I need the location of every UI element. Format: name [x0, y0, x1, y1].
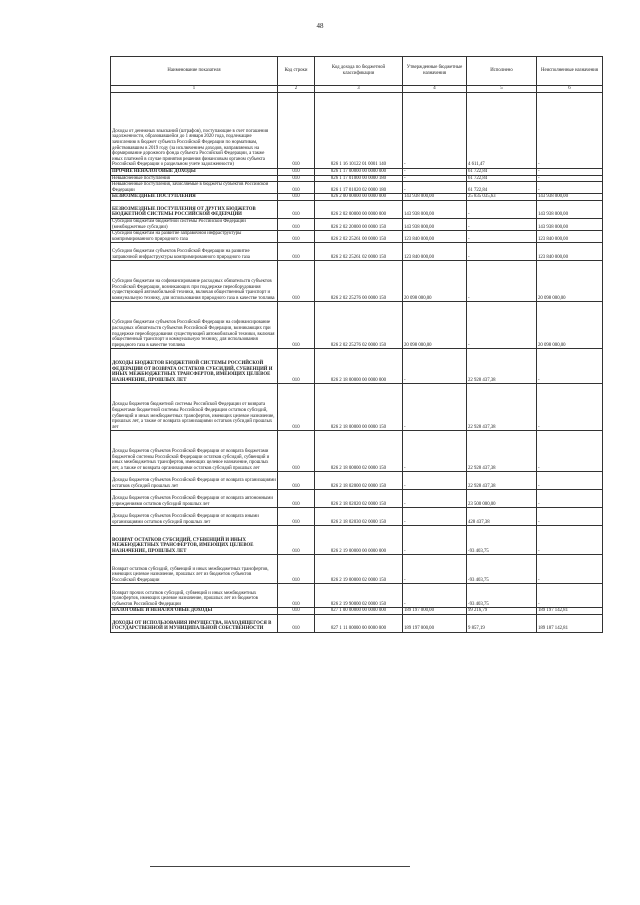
name-cell: БЕЗВОЗМЕЗДНЫЕ ПОСТУПЛЕНИЯ ОТ ДРУГИХ БЮДЖЕТОВ БЮДЖЕТНОЙ СИСТЕМЫ РОССИЙСКОЙ ФЕДЕРАЦИИ [111, 200, 278, 218]
unexecuted-cell: - [537, 490, 603, 508]
header-kbk: Код дохода по бюджетной классификации [315, 57, 403, 86]
unexecuted-cell: 143 938 000,00 [537, 194, 603, 201]
code-cell: 010 [278, 555, 315, 584]
approved-cell: 189 197 000,00 [403, 608, 467, 615]
unexecuted-cell: 189 197 142,81 [537, 608, 603, 615]
table-row [111, 584, 603, 608]
approved-cell: - [403, 584, 467, 608]
approved-cell: 123 840 000,00 [403, 243, 467, 261]
executed-cell: 61 722,84 [467, 182, 537, 194]
name-cell: Доходы бюджетов субъектов Российской Федерации от возврата иными организациями остатков субсидий прошлых лет [111, 508, 278, 526]
unexecuted-cell: - [537, 175, 603, 182]
table-row [111, 472, 603, 490]
approved-cell: 189 197 000,00 [403, 614, 467, 632]
executed-cell: - [467, 261, 537, 302]
approved-cell: - [403, 182, 467, 194]
table-row [111, 93, 603, 169]
unexecuted-cell: - [537, 472, 603, 490]
approved-cell: - [403, 508, 467, 526]
unexecuted-cell: - [537, 169, 603, 176]
approved-cell: 20 098 000,00 [403, 302, 467, 349]
name-cell: Субсидии бюджетам субъектов Российской Федерации на развитие заправочной инфраструктуры компримированного природного газа [111, 243, 278, 261]
table-row [111, 384, 603, 431]
kbk-cell: 826 2 02 25276 02 0000 150 [315, 302, 403, 349]
unexecuted-cell: 143 938 000,00 [537, 200, 603, 218]
approved-cell: 143 938 000,00 [403, 218, 467, 230]
table-row [111, 182, 603, 194]
table-row [111, 175, 603, 182]
name-cell: Субсидии бюджетам на софинансирование расходных обязательств субъектов Российской Федерации, возникающих при поддержке переоборудования существующей автомобильной техники, включая общественный транспорт и коммунальную технику, для использования природного газа в качестве топлива [111, 261, 278, 302]
kbk-cell: 826 1 17 00000 00 0000 000 [315, 169, 403, 176]
unexecuted-cell: - [537, 431, 603, 472]
kbk-cell: 826 2 18 00000 00 0000 000 [315, 349, 403, 384]
column-number: 5 [467, 86, 537, 93]
kbk-cell: 826 2 18 02000 02 0000 150 [315, 472, 403, 490]
table-row [111, 200, 603, 218]
header-executed: Исполнено [467, 57, 537, 86]
kbk-cell: 826 1 17 01000 00 0000 180 [315, 175, 403, 182]
code-cell: 010 [278, 608, 315, 615]
code-cell: 010 [278, 200, 315, 218]
approved-cell: 143 938 000,00 [403, 200, 467, 218]
unexecuted-cell: - [537, 584, 603, 608]
code-cell: 010 [278, 472, 315, 490]
unexecuted-cell: - [537, 182, 603, 194]
table-row [111, 508, 603, 526]
executed-cell: 99 216,79 [467, 608, 537, 615]
code-cell: 010 [278, 175, 315, 182]
executed-cell: - [467, 302, 537, 349]
approved-cell: 143 938 000,00 [403, 194, 467, 201]
code-cell: 010 [278, 302, 315, 349]
executed-cell: - [467, 243, 537, 261]
kbk-cell: 826 2 18 02030 02 0000 150 [315, 508, 403, 526]
unexecuted-cell: 143 938 000,00 [537, 218, 603, 230]
code-cell: 010 [278, 243, 315, 261]
header-row [111, 57, 603, 86]
approved-cell: - [403, 349, 467, 384]
executed-cell: 23 500 000,00 [467, 490, 537, 508]
kbk-cell: 826 2 02 25261 02 0000 150 [315, 243, 403, 261]
table-row [111, 614, 603, 632]
column-number: 2 [278, 86, 315, 93]
code-cell: 010 [278, 584, 315, 608]
unexecuted-cell: 123 840 000,00 [537, 231, 603, 243]
column-numbers-row [111, 86, 603, 93]
unexecuted-cell: - [537, 93, 603, 169]
code-cell: 010 [278, 349, 315, 384]
approved-cell: - [403, 93, 467, 169]
executed-cell: -93 403,75 [467, 584, 537, 608]
name-cell: ДОХОДЫ БЮДЖЕТОВ БЮДЖЕТНОЙ СИСТЕМЫ РОССИЙСКОЙ ФЕДЕРАЦИИ ОТ ВОЗВРАТА ОСТАТКОВ СУБСИДИЙ, СУБВЕНЦИЙ И ИНЫХ МЕЖБЮДЖЕТНЫХ ТРАНСФЕРТОВ, ИМЕЮЩИХ ЦЕЛЕВОЕ НАЗНАЧЕНИЕ, ПРОШЛЫХ ЛЕТ [111, 349, 278, 384]
page-number: 48 [316, 22, 324, 30]
revenue-table [110, 56, 603, 633]
table-row [111, 431, 603, 472]
unexecuted-cell: - [537, 349, 603, 384]
kbk-cell: 826 2 19 00000 00 0000 000 [315, 526, 403, 555]
kbk-cell: 826 2 18 00000 00 0000 150 [315, 384, 403, 431]
table-row [111, 169, 603, 176]
code-cell: 010 [278, 526, 315, 555]
kbk-cell: 826 2 02 00000 00 0000 000 [315, 200, 403, 218]
table-row [111, 555, 603, 584]
table-row [111, 261, 603, 302]
kbk-cell: 826 2 02 20000 00 0000 150 [315, 218, 403, 230]
name-cell: БЕЗВОЗМЕЗДНЫЕ ПОСТУПЛЕНИЯ [111, 194, 278, 201]
column-number: 4 [403, 86, 467, 93]
executed-cell: - [467, 231, 537, 243]
unexecuted-cell: 189 187 142,81 [537, 614, 603, 632]
table-row [111, 349, 603, 384]
table-row [111, 218, 603, 230]
kbk-cell: 826 2 02 25261 00 0000 150 [315, 231, 403, 243]
name-cell: Возврат остатков субсидий, субвенций и иных межбюджетных трансфертов, имеющих целевое назначение, прошлых лет из бюджетов субъектов Российской Федерации [111, 555, 278, 584]
code-cell: 010 [278, 169, 315, 176]
table-row [111, 194, 603, 201]
code-cell: 010 [278, 508, 315, 526]
code-cell: 010 [278, 218, 315, 230]
header-unexecuted: Неисполненные назначения [537, 57, 603, 86]
executed-cell: 9 857,19 [467, 614, 537, 632]
code-cell: 010 [278, 490, 315, 508]
code-cell: 010 [278, 182, 315, 194]
kbk-cell: 826 2 18 02020 02 0000 150 [315, 490, 403, 508]
approved-cell: - [403, 526, 467, 555]
name-cell: Доходы от денежных взысканий (штрафов), поступающие в счет погашения задолженности, образовавшейся до 1 января 2020 года, подлежащие зачислению в бюджет субъекта Российской Федерации по нормативам, действовавшим в 2019 году (за исключением доходов, направляемых на формирование дорожного фонда субъекта Российской Федерации, а также иных платежей в случае принятия решения финансовым органом субъекта Российской Федерации о раздельном учете задолженности) [111, 93, 278, 169]
name-cell: Возврат прочих остатков субсидий, субвенций и иных межбюджетных трансфертов, имеющих целевое назначение, прошлых лет из бюджетов субъектов Российской Федерации [111, 584, 278, 608]
executed-cell: 25 835 035,63 [467, 194, 537, 201]
header-code: Код строки [278, 57, 315, 86]
table-row [111, 243, 603, 261]
unexecuted-cell: - [537, 508, 603, 526]
code-cell: 010 [278, 614, 315, 632]
executed-cell: -93 403,75 [467, 555, 537, 584]
name-cell: Невыясненные поступления [111, 175, 278, 182]
unexecuted-cell: 123 840 000,00 [537, 243, 603, 261]
code-cell: 010 [278, 231, 315, 243]
approved-cell: - [403, 384, 467, 431]
table-row [111, 231, 603, 243]
kbk-cell: 826 2 19 00000 02 0000 150 [315, 555, 403, 584]
executed-cell: 428 437,38 [467, 508, 537, 526]
column-number: 1 [111, 86, 278, 93]
code-cell: 010 [278, 431, 315, 472]
table-row [111, 490, 603, 508]
approved-cell: - [403, 169, 467, 176]
executed-cell: 61 722,84 [467, 169, 537, 176]
approved-cell: - [403, 431, 467, 472]
unexecuted-cell: 20 098 000,00 [537, 302, 603, 349]
code-cell: 010 [278, 93, 315, 169]
approved-cell: - [403, 555, 467, 584]
name-cell: Доходы бюджетов субъектов Российской Федерации от возврата автономными учреждениями остатков субсидий прошлых лет [111, 490, 278, 508]
column-number: 6 [537, 86, 603, 93]
approved-cell: - [403, 490, 467, 508]
executed-cell: 22 928 437,38 [467, 431, 537, 472]
kbk-cell: 826 2 02 25276 00 0000 150 [315, 261, 403, 302]
executed-cell: -93 403,75 [467, 526, 537, 555]
kbk-cell: 826 2 00 00000 00 0000 000 [315, 194, 403, 201]
table-row [111, 302, 603, 349]
executed-cell: 22 928 437,38 [467, 472, 537, 490]
kbk-cell: 827 1 00 00000 00 0000 000 [315, 608, 403, 615]
column-number: 3 [315, 86, 403, 93]
unexecuted-cell: - [537, 526, 603, 555]
executed-cell: 61 722,84 [467, 175, 537, 182]
code-cell: 010 [278, 261, 315, 302]
unexecuted-cell: 20 098 000,00 [537, 261, 603, 302]
kbk-cell: 826 2 19 90000 02 0000 150 [315, 584, 403, 608]
header-name: Наименование показателя [111, 57, 278, 86]
kbk-cell: 827 1 11 00000 00 0000 000 [315, 614, 403, 632]
executed-cell: 22 928 437,38 [467, 349, 537, 384]
approved-cell: 20 098 000,00 [403, 261, 467, 302]
executed-cell: - [467, 200, 537, 218]
kbk-cell: 826 1 16 10122 01 0001 140 [315, 93, 403, 169]
code-cell: 010 [278, 384, 315, 431]
unexecuted-cell: - [537, 384, 603, 431]
name-cell: Субсидии бюджетам бюджетной системы Российской Федерации (межбюджетные субсидии) [111, 218, 278, 230]
name-cell: ДОХОДЫ ОТ ИСПОЛЬЗОВАНИЯ ИМУЩЕСТВА, НАХОДЯЩЕГОСЯ В ГОСУДАРСТВЕННОЙ И МУНИЦИПАЛЬНОЙ СОБСТВЕННОСТИ [111, 614, 278, 632]
name-cell: Невыясненные поступления, зачисляемые в бюджеты субъектов Российской Федерации [111, 182, 278, 194]
executed-cell: 22 928 437,38 [467, 384, 537, 431]
code-cell: 010 [278, 194, 315, 201]
bottom-divider [150, 866, 410, 867]
approved-cell: - [403, 175, 467, 182]
name-cell: Субсидии бюджетам субъектов Российской Федерации на софинансирование расходных обязательств субъектов Российской Федерации, возникающих при поддержке переоборудования существующей автомобильной техники, включая общественный транспорт и коммунальную технику, для использования природного газа в качестве топлива [111, 302, 278, 349]
unexecuted-cell: - [537, 555, 603, 584]
name-cell: Доходы бюджетов субъектов Российской Федерации от возврата организациями остатков субсидий прошлых лет [111, 472, 278, 490]
table-row [111, 526, 603, 555]
approved-cell: - [403, 472, 467, 490]
kbk-cell: 826 1 17 01020 02 0000 180 [315, 182, 403, 194]
name-cell: ВОЗВРАТ ОСТАТКОВ СУБСИДИЙ, СУБВЕНЦИЙ И ИНЫХ МЕЖБЮДЖЕТНЫХ ТРАНСФЕРТОВ, ИМЕЮЩИХ ЦЕЛЕВОЕ НАЗНАЧЕНИЕ, ПРОШЛЫХ ЛЕТ [111, 526, 278, 555]
name-cell: Доходы бюджетов бюджетной системы Российской Федерации от возврата бюджетами бюджетной системы Российской Федерации остатков субсидий, субвенций и иных межбюджетных трансфертов, имеющих целевое назначение, прошлых лет, а также от возврата организациями остатков субсидий прошлых лет [111, 384, 278, 431]
kbk-cell: 826 2 18 00000 02 0000 150 [315, 431, 403, 472]
name-cell: Доходы бюджетов субъектов Российской Федерации от возврата бюджетами бюджетной системы Российской Федерации остатков субсидий, субвенций и иных межбюджетных трансфертов, имеющих целевое назначение, прошлых лет, а также от возврата организациями остатков субсидий прошлых лет [111, 431, 278, 472]
approved-cell: 123 840 000,00 [403, 231, 467, 243]
name-cell: Субсидии бюджетам на развитие заправочной инфраструктуры компримированного природного газа [111, 231, 278, 243]
table-row [111, 608, 603, 615]
header-approved: Утвержденные бюджетные назначения [403, 57, 467, 86]
name-cell: ПРОЧИЕ НЕНАЛОГОВЫЕ ДОХОДЫ [111, 169, 278, 176]
executed-cell: 4 611,47 [467, 93, 537, 169]
executed-cell: - [467, 218, 537, 230]
name-cell: НАЛОГОВЫЕ И НЕНАЛОГОВЫЕ ДОХОДЫ [111, 608, 278, 615]
